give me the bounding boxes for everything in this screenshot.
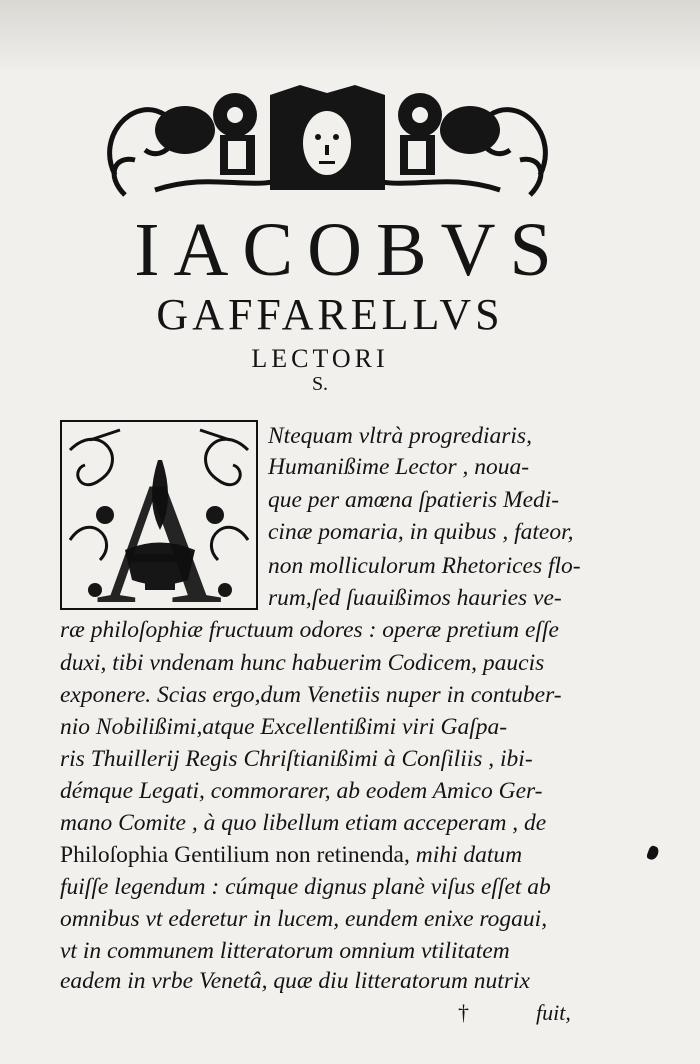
title-lectori: LECTORI xyxy=(251,344,389,373)
title-name-last: GAFFARELLVS xyxy=(156,290,504,339)
text-line-5: non molliculorum Rhetorices flo- xyxy=(268,553,581,579)
text-line-16: omnibus vt ederetur in lucem, eundem enixe rogaui, xyxy=(60,906,548,932)
text-line-12: démque Legati, commorarer, ab eodem Amico Ger- xyxy=(60,778,543,804)
text-line-3: que per amœna ſpatieris Medi- xyxy=(268,487,560,513)
text-line-6: rum,ſed ſuauißimos hauries ve- xyxy=(268,585,562,611)
text-line-11: ris Thuillerij Regis Chriſtianißimi à Conſiliis , ibi- xyxy=(60,746,533,772)
ornamental-headpiece xyxy=(95,75,560,203)
text-line-17: vt in communem litteratorum omnium vtilitatem xyxy=(60,938,510,964)
text-line-14-roman: Philoſophia Gentilium non retinenda, xyxy=(60,842,410,868)
ink-speck xyxy=(646,845,660,862)
text-line-4: cinæ pomaria, in quibus , fateor, xyxy=(268,519,574,545)
title-salutem: S. xyxy=(311,373,329,395)
signature-mark: † xyxy=(458,1000,469,1025)
text-line-8: duxi, tibi vndenam hunc habuerim Codicem, paucis xyxy=(60,650,545,676)
initial-letter: A xyxy=(95,446,223,610)
text-line-14 xyxy=(60,840,605,870)
text-line-9: exponere. Scias ergo,dum Venetiis nuper in contuber- xyxy=(60,682,562,708)
text-line-15: fuiſſe legendum : cúmque dignus planè viſus eſſet ab xyxy=(60,874,551,900)
text-line-2: Humanißime Lector , noua- xyxy=(268,454,530,480)
text-line-10: nio Nobilißimi,atque Excellentißimi viri Gaſpa- xyxy=(60,714,508,740)
decorated-initial-a xyxy=(60,420,258,610)
text-line-14-italic: mihi datum xyxy=(409,842,523,868)
text-line-1: Ntequam vltrà progrediaris, xyxy=(268,423,532,449)
page-shadow-top xyxy=(0,0,700,70)
text-line-13-italic: mano Comite , à quo libellum etiam acceperam , de xyxy=(60,810,547,836)
title-name-first: IACOBVS xyxy=(134,208,566,292)
text-line-13 xyxy=(60,808,605,838)
text-line-7: ræ philoſophiæ fructuum odores : operæ pretium eſſe xyxy=(60,617,559,643)
catchword: fuit, xyxy=(536,1000,571,1025)
text-line-18: eadem in vrbe Venetâ, quæ diu litteratorum nutrix xyxy=(60,968,530,994)
